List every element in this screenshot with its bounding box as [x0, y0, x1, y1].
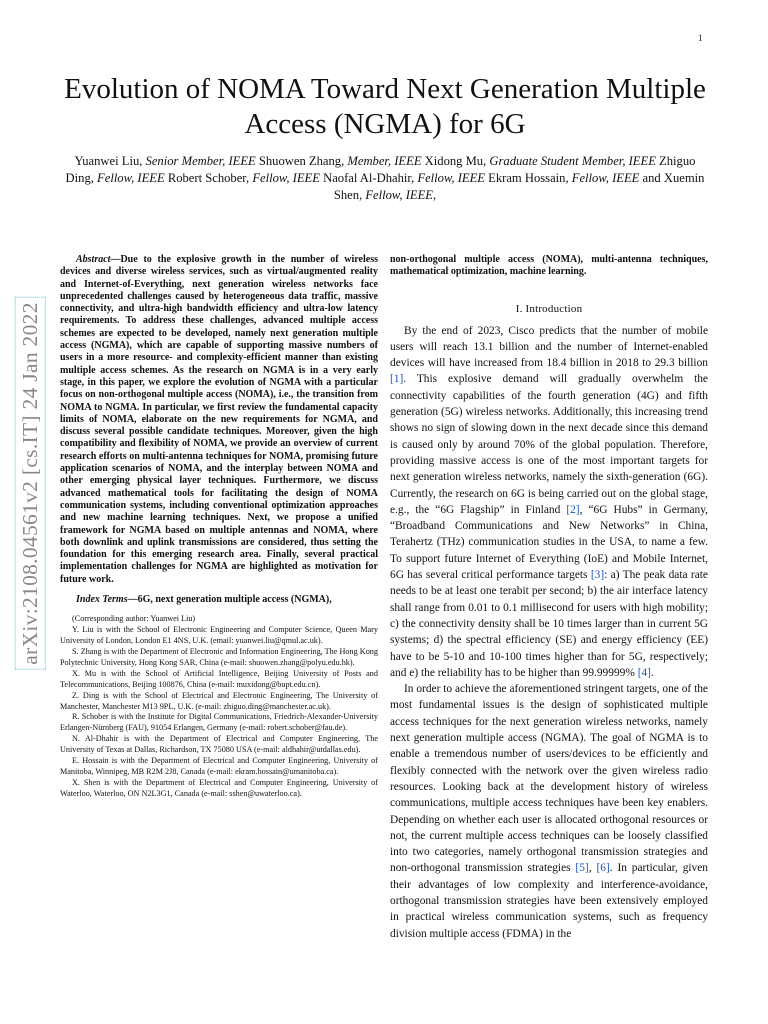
author-name: Shuowen Zhang — [258, 154, 342, 168]
author-role: Fellow, IEEE — [252, 171, 320, 185]
paragraph-text: , “6G Hubs” in Germany, “Broadband Communications and New Networks” in China, Terahertz (THz) communication studies in the USA, to name a few. To support future Internet of Everything (IoE) and Mobile Internet, 6G has several critical performance targets — [390, 503, 708, 582]
author-footnotes — [60, 614, 378, 799]
page-number: 1 — [698, 33, 703, 43]
citation-link[interactable]: [3] — [590, 569, 605, 582]
author-role: Fellow, IEEE — [97, 171, 165, 185]
footnote: Z. Ding is with the School of Electrical and Electronic Engineering, The University of Manchester, Manchester M13 9PL, U.K. (e-mail: zhiguo.ding@manchester.ac.uk). — [60, 690, 378, 711]
index-terms-label: Index Terms — [76, 594, 128, 606]
author-name: Xuemin Shen — [333, 171, 705, 202]
paragraph-text: . This explosive demand will gradually overwhelm the connectivity capabilities of the fourth generation (4G) and fifth generation (5G) wireless networks. Additionally, this increasing trend shows no sign of slowing down in the next decade since this demand is caused only by around 70% of the global population. Therefore, providing massive access is one of the most important targets for next generation wireless networks, namely the sixth-generation (6G). Currently, the research on 6G is being carried out on the global stage, e.g., the “6G Flagship” in Finland — [390, 373, 708, 516]
citation-link[interactable]: [5] — [575, 862, 589, 875]
citation-link[interactable]: [1] — [390, 373, 404, 386]
author-role: Senior Member, IEEE — [145, 154, 256, 168]
author-name: Yuanwei Liu — [74, 154, 140, 168]
author-name: Naofal Al-Dhahir — [323, 171, 412, 185]
arxiv-identifier: arXiv:2108.04561v2 [cs.IT] 24 Jan 2022 — [15, 297, 46, 670]
author-role: Graduate Student Member, IEEE — [489, 154, 656, 168]
paragraph-text: . — [650, 666, 654, 679]
author-role: Fellow, IEEE — [571, 171, 640, 185]
index-terms-text-start: —6G, next generation multiple access (NGMA), — [127, 594, 332, 606]
intro-paragraph-1 — [390, 323, 708, 682]
right-column — [390, 254, 708, 942]
abstract-label: Abstract — [76, 254, 111, 265]
author-role: Fellow, IEEE — [417, 171, 485, 185]
section-heading — [390, 303, 708, 315]
abstract-text: —Due to the explosive growth in the number of wireless devices and diverse wireless services, such as virtual/augmented reality and Internet-of-Everything, next generation wireless networks face unprecedented challenges caused by heterogeneous data traffic, massive connectivity, and ultra-high bandwidth efficiency and ultra-low latency requirements. To address these challenges, advanced multiple access schemes are expected to be developed, namely next generation multiple access (NGMA), which are capable of supporting massive numbers of users in a more resource- and complexity-efficient manner than existing multiple access schemes. As the research on NGMA is in a very early stage, in this paper, we explore the evolution of NGMA with a particular focus on non-orthogonal multiple access (NOMA), i.e., the transition from NOMA to NGMA. In particular, we first review the fundamental capacity limits of NOMA, elaborate on the new requirements for NGMA, and discuss several possible candidate techniques. Moreover, given the high compatibility and flexibility of NOMA, we provide an overview of current research efforts on multi-antenna techniques for NOMA, promising future application scenarios of NOMA, and the interplay between NOMA and other emerging physical layer techniques. Furthermore, we discuss advanced mathematical tools for facilitating the design of NOMA communication systems, including conventional optimization approaches and new machine learning techniques. Next, we propose a unified framework for NGMA based on multiple antennas and NOMA, where both downlink and uplink transmissions are considered, thus setting the foundation for this emerging research area. Finally, several practical implementation challenges for NGMA are highlighted as motivation for future work. — [60, 254, 378, 585]
footnote: (Corresponding author: Yuanwei Liu) — [72, 614, 196, 624]
author-name: Robert Schober — [167, 171, 247, 185]
footnote: X. Mu is with the School of Artificial Intelligence, Beijing University of Posts and Telecommunications, Beijing 100876, China (e-mail: muxidong@bupt.edu.cn). — [60, 668, 378, 689]
index-terms-text-continued: non-orthogonal multiple access (NOMA), multi-antenna techniques, mathematical optimization, machine learning. — [390, 254, 708, 278]
footnote: R. Schober is with the Institute for Digital Communications, Friedrich-Alexander-University Erlangen-Nürnberg (FAU), 91054 Erlangen, Germany (e-mail: robert.schober@fau.de). — [60, 712, 378, 733]
author-name: Xidong Mu — [424, 154, 484, 168]
author-list: Yuanwei Liu, Senior Member, IEEE Shuowen Zhang, Member, IEEE Xidong Mu, Graduate Student Member, IEEE Zhiguo Ding, Fellow, IEEE Robert Schober, Fellow, IEEE Naofal Al-Dhahir, Fellow, IEEE Ekram Hossain, Fellow, IEEE and Xuemin Shen, Fellow, IEEE, — [65, 154, 705, 202]
section-title: Introduction — [525, 302, 583, 315]
citation-link[interactable]: [2] — [566, 503, 580, 516]
footnote: N. Al-Dhahir is with the Department of Electrical and Computer Engineering, The University of Texas at Dallas, Richardson, TX 75080 USA (e-mail: aldhahir@utdallas.edu). — [60, 734, 378, 755]
citation-link[interactable]: [6] — [596, 862, 610, 875]
abstract — [60, 254, 378, 586]
intro-paragraph-2 — [390, 681, 708, 942]
footnote: E. Hossain is with the Department of Electrical and Computer Engineering, University of Manitoba, Winnipeg, MB R2M 2J8, Canada (e-mail: ekram.hossain@umanitoba.ca). — [60, 756, 378, 776]
citation-link[interactable]: [4] — [637, 666, 651, 679]
paper-title: Evolution of NOMA Toward Next Generation Multiple Access (NGMA) for 6G — [64, 73, 706, 140]
arxiv-sidebar-stamp — [12, 258, 48, 708]
author-role: Member, IEEE — [347, 154, 422, 168]
section-number: I. — [515, 302, 523, 315]
left-column — [60, 254, 378, 800]
author-role: Fellow, IEEE, — [365, 188, 437, 202]
paragraph-text: , — [588, 862, 597, 875]
author-name: Zhiguo Ding — [65, 154, 696, 185]
author-name: Ekram Hossain — [488, 171, 566, 185]
paragraph-text: . In particular, given their advantages of low complexity and interference-avoidance, orthogonal transmission strategies have been extensively employed in practical wireless communication systems, such as frequency division multiple access (FDMA) in the — [390, 862, 708, 940]
footnote: X. Shen is with the Department of Electrical and Computer Engineering, University of Waterloo, Waterloo, ON N2L3G1, Canada (e-mail: sshen@uwaterloo.ca). — [60, 777, 378, 798]
paragraph-text: In order to achieve the aforementioned stringent targets, one of the most fundamental issues is the design of sophisticated multiple access techniques for the next generation wireless networks, namely next generation multiple access (NGMA). The goal of NGMA is to enable a tremendous number of users/devices to be efficiently and flexibly connected with the network over the given wireless radio resources. Looking back at the development history of wireless communications, multiple access techniques have been key enablers. Depending on whether each user is allocated orthogonal resources or not, the current multiple access techniques can be loosely classified into two categories, namely orthogonal transmission strategies and non-orthogonal transmission strategies — [390, 683, 708, 875]
index-terms — [60, 594, 378, 606]
paragraph-text: By the end of 2023, Cisco predicts that the number of mobile users will reach 13.1 billion and the number of Internet-enabled devices will have increased from 18.4 billion in 2018 to 29.3 billion — [390, 324, 708, 370]
footnote: S. Zhang is with the Department of Electronic and Information Engineering, The Hong Kong Polytechnic University, Hong Kong SAR, China (e-mail: shuowen.zhang@polyu.edu.hk). — [60, 647, 378, 667]
footnote: Y. Liu is with the School of Electronic Engineering and Computer Science, Queen Mary University of London, London E1 4NS, U.K. (email: yuanwei.liu@qmul.ac.uk). — [60, 625, 378, 646]
paragraph-text: : a) The peak data rate needs to be at least one terabit per second; b) the air interface latency shall range from 0.01 to 0.1 millisecond for users with high mobility; c) the connectivity density shall be 10 times larger than in current 5G systems; d) the spectral efficiency (SE) and energy efficiency (EE) have to be 5-10 and 10-100 times higher than for 5G, respectively; and e) the reliability has to be higher than 99.99999% — [390, 569, 708, 679]
